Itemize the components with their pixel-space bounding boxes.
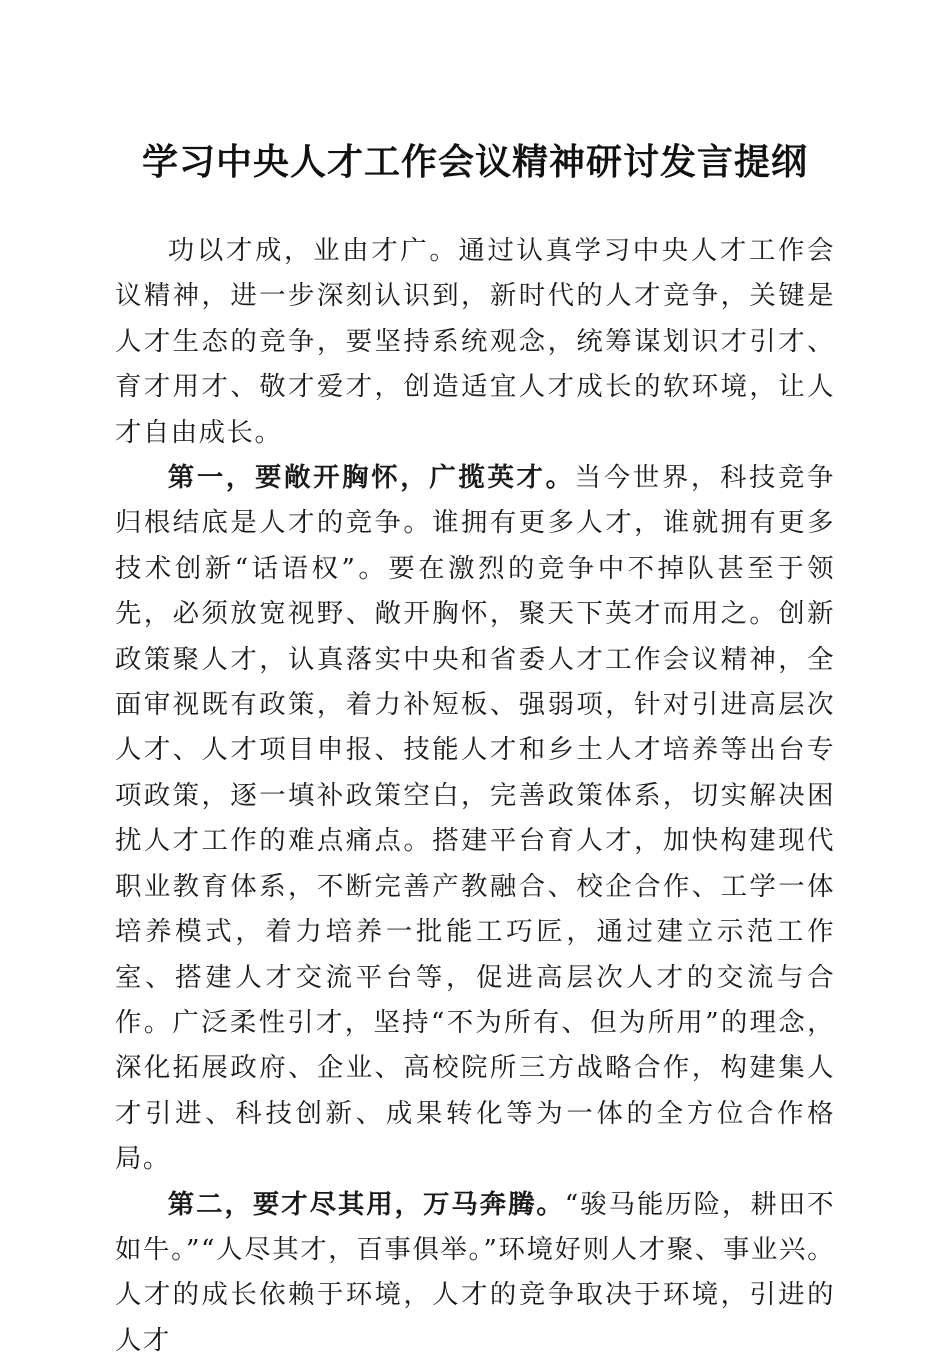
paragraph-point-one (115, 455, 835, 1182)
document-body (115, 228, 835, 1363)
paragraph-point-two (115, 1182, 835, 1363)
paragraph-text: 功以才成，业由才广。通过认真学习中央人才工作会议精神，进一步深刻认识到，新时代的人才竞争，关键是人才生态的竞争，要坚持系统观念，统筹谋划识才引才、育才用才、敬才爱才，创造适宜人才成长的软环境，让人才自由成长。 (115, 235, 835, 448)
paragraph-intro (115, 228, 835, 455)
paragraph-text: “骏马能历险，耕田不如牛。”“人尽其才，百事俱举。”环境好则人才聚、事业兴。人才的成长依赖于环境，人才的竞争取决于环境，引进的人才 (115, 1188, 835, 1356)
paragraph-text: 当今世界，科技竞争归根结底是人才的竞争。谁拥有更多人才，谁就拥有更多技术创新“话语权”。要在激烈的竞争中不掉队甚至于领先，必须放宽视野、敞开胸怀，聚天下英才而用之。创新政策聚人才，认真落实中央和省委人才工作会议精神，全面审视既有政策，着力补短板、强弱项，针对引进高层次人才、人才项目申报、技能人才和乡土人才培养等出台专项政策，逐一填补政策空白，完善政策体系，切实解决困扰人才工作的难点痛点。搭建平台育人才，加快构建现代职业教育体系，不断完善产教融合、校企合作、工学一体培养模式，着力培养一批能工巧匠，通过建立示范工作室、搭建人才交流平台等，促进高层次人才的交流与合作。广泛柔性引才，坚持“不为所有、但为所用”的理念，深化拓展政府、企业、高校院所三方战略合作，构建集人才引进、科技创新、成果转化等为一体的全方位合作格局。 (115, 462, 836, 1175)
paragraph-lead: 第一，要敞开胸怀，广揽英才。 (167, 462, 575, 494)
paragraph-lead: 第二，要才尽其用，万马奔腾。 (167, 1188, 565, 1220)
document-title: 学习中央人才工作会议精神研讨发言提纲 (141, 141, 808, 183)
